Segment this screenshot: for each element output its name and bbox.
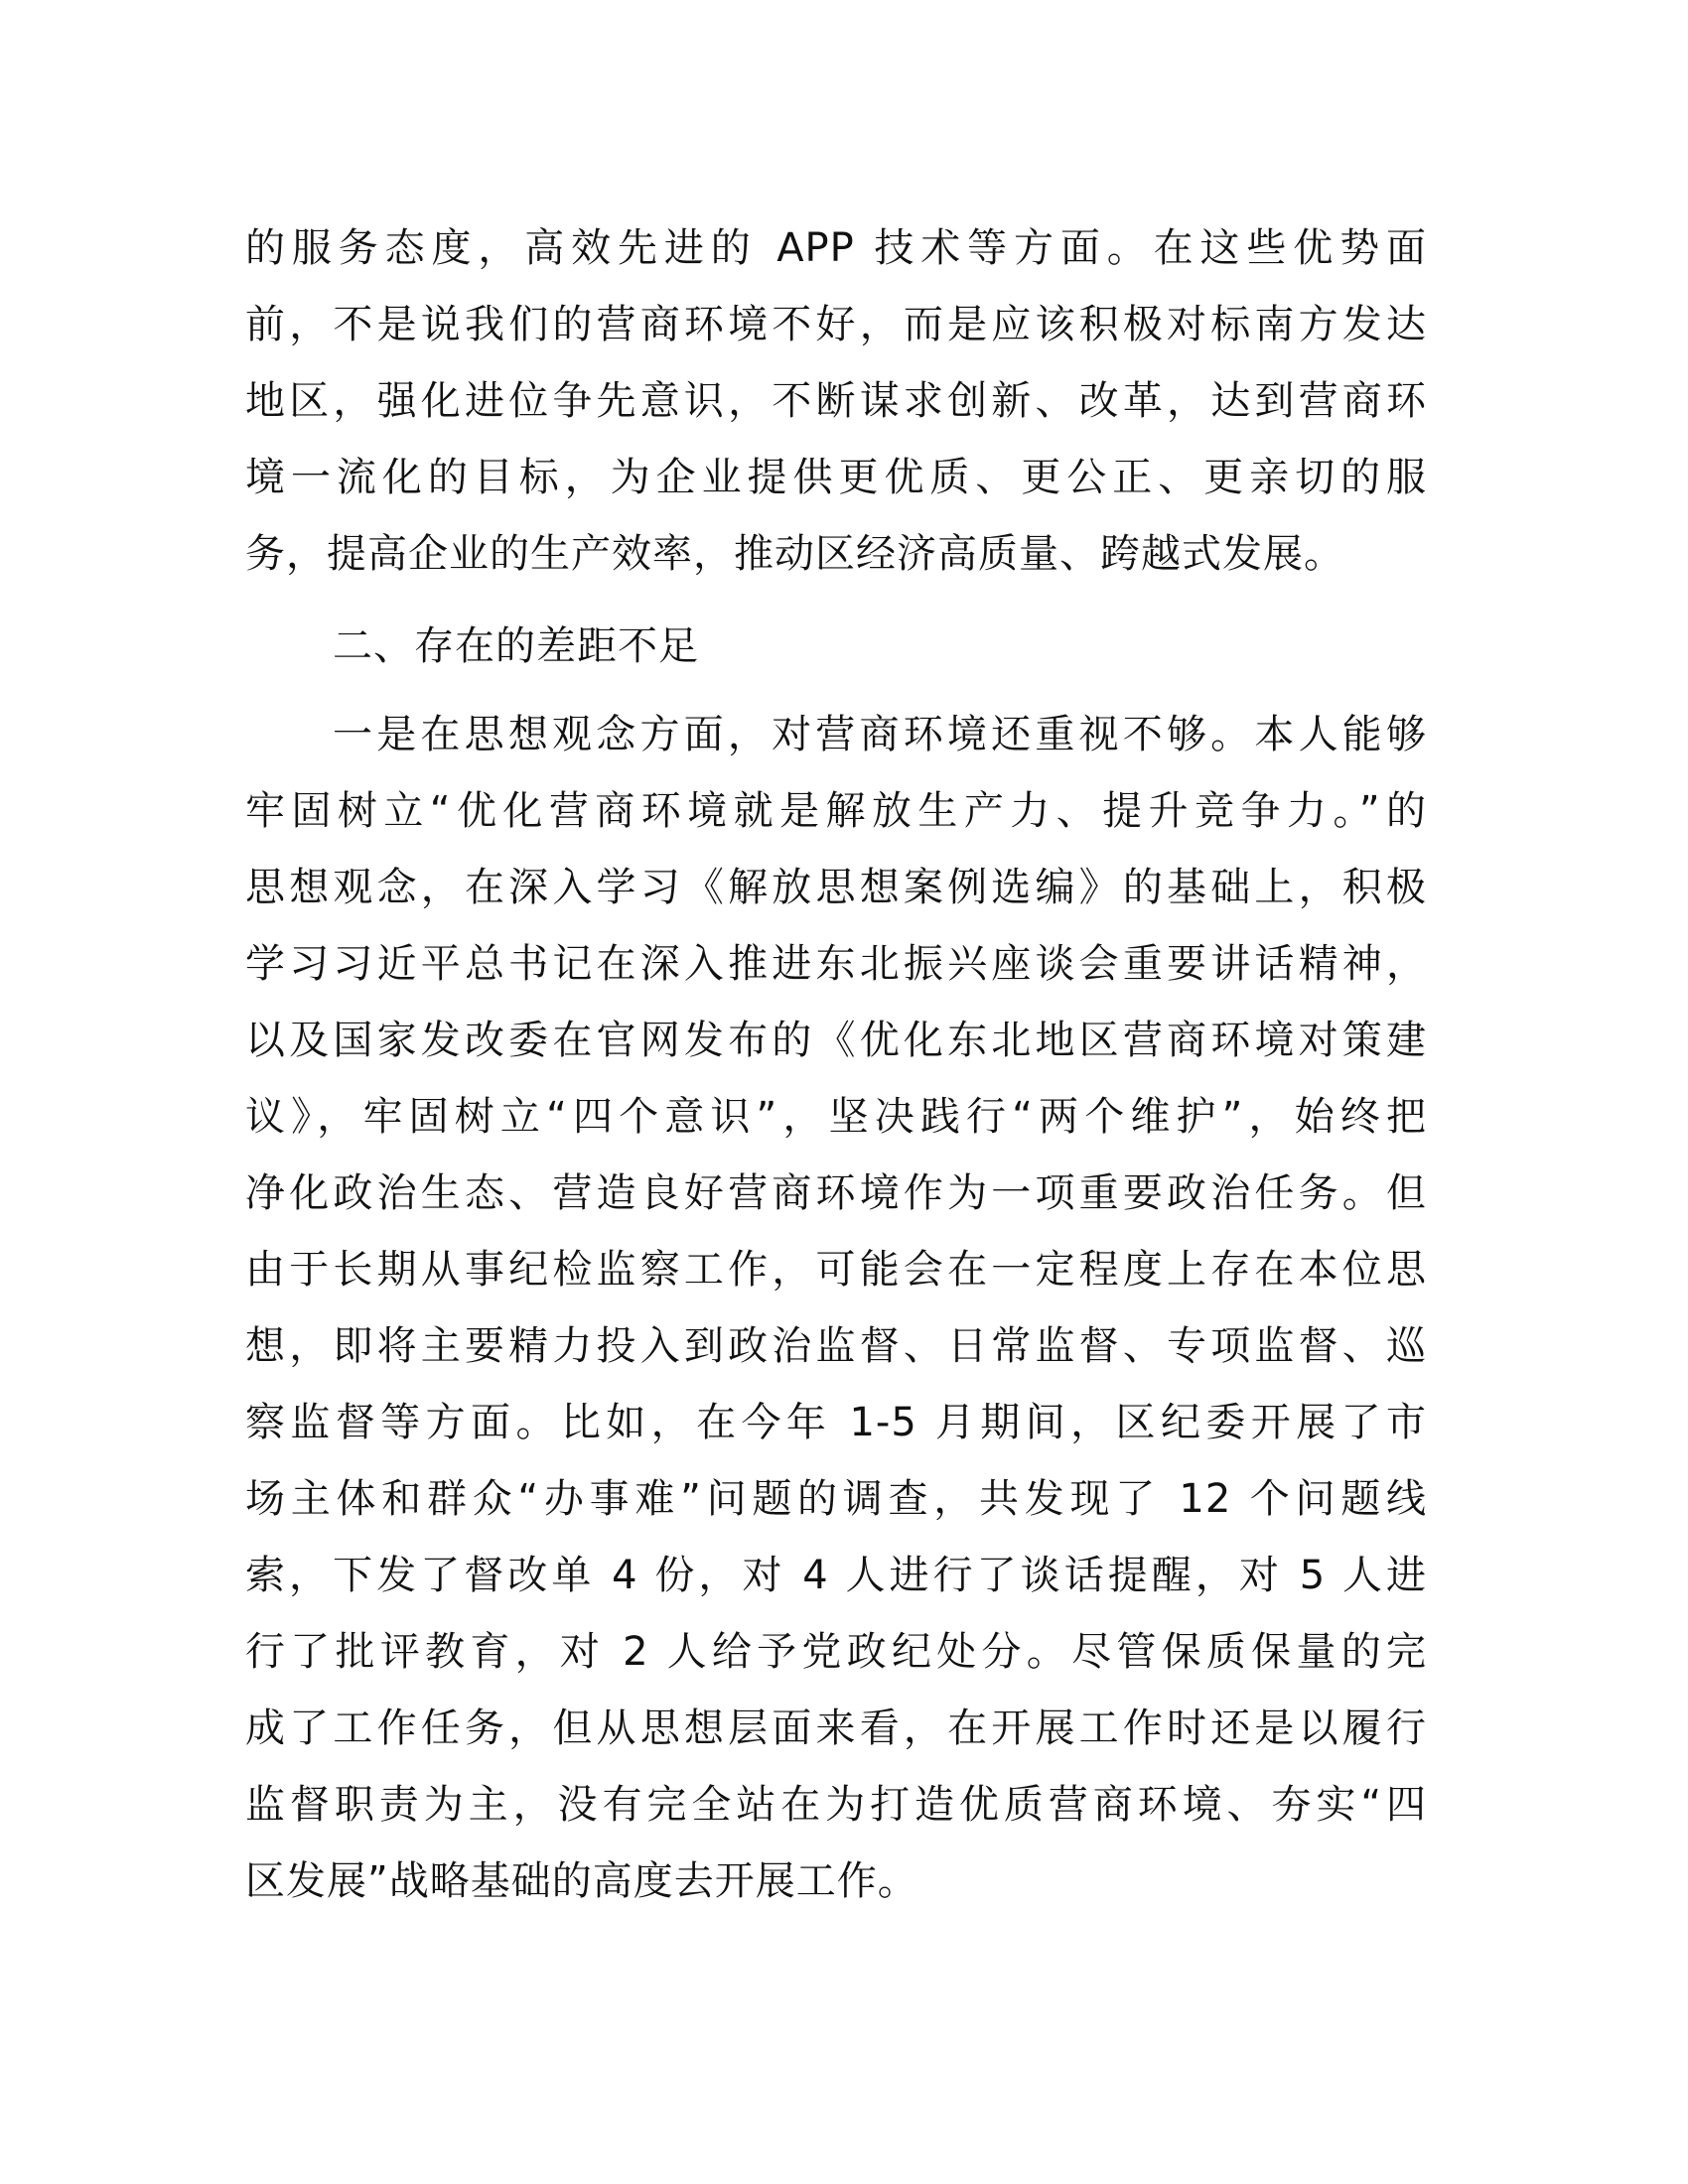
text-line: 索，下发了督改单 4 份，对 4 人进行了谈话提醒，对 5 人进	[245, 1553, 1427, 1598]
text-line: 议》，牢固树立“四个意识”，坚决践行“两个维护”，始终把	[245, 1094, 1427, 1140]
text-line: 务，提高企业的生产效率，推动区经济高质量、跨越式发展。	[245, 531, 1344, 577]
text-line: 牢固树立“优化营商环境就是解放生产力、提升竞争力。”的	[245, 788, 1427, 834]
document-body	[245, 210, 1427, 1936]
text-line: 地区，强化进位争先意识，不断谋求创新、改革，达到营商环	[245, 378, 1427, 424]
text-line: 成了工作任务，但从思想层面来看，在开展工作时还是以履行	[245, 1706, 1427, 1751]
section-heading: 二、存在的差距不足	[333, 623, 699, 669]
text-line: 区发展”战略基础的高度去开展工作。	[245, 1858, 918, 1904]
text-line: 行了批评教育，对 2 人给予党政纪处分。尽管保质保量的完	[245, 1629, 1427, 1675]
text-line: 思想观念，在深入学习《解放思想案例选编》的基础上，积极	[245, 865, 1427, 910]
text-line: 前，不是说我们的营商环境不好，而是应该积极对标南方发达	[245, 302, 1427, 347]
text-line: 监督职责为主，没有完全站在为打造优质营商环境、夯实“四	[245, 1782, 1427, 1828]
text-line: 净化政治生态、营造良好营商环境作为一项重要政治任务。但	[245, 1170, 1427, 1216]
text-line: 境一流化的目标，为企业提供更优质、更公正、更亲切的服	[245, 455, 1427, 500]
text-line: 的服务态度，高效先进的 APP 技术等方面。在这些优势面	[245, 225, 1427, 271]
paragraph-1	[245, 210, 1427, 593]
text-line: 学习习近平总书记在深入推进东北振兴座谈会重要讲话精神，	[245, 941, 1427, 987]
text-line: 一是在思想观念方面，对营商环境还重视不够。本人能够	[333, 712, 1427, 757]
text-line: 想，即将主要精力投入到政治监督、日常监督、专项监督、巡	[245, 1323, 1427, 1369]
paragraph-2	[245, 697, 1427, 1920]
text-line: 以及国家发改委在官网发布的《优化东北地区营商环境对策建	[245, 1018, 1427, 1063]
text-line: 由于长期从事纪检监察工作，可能会在一定程度上存在本位思	[245, 1247, 1427, 1293]
text-line: 察监督等方面。比如，在今年 1-5 月期间，区纪委开展了市	[245, 1400, 1427, 1445]
text-line: 场主体和群众“办事难”问题的调查，共发现了 12 个问题线	[245, 1476, 1427, 1522]
